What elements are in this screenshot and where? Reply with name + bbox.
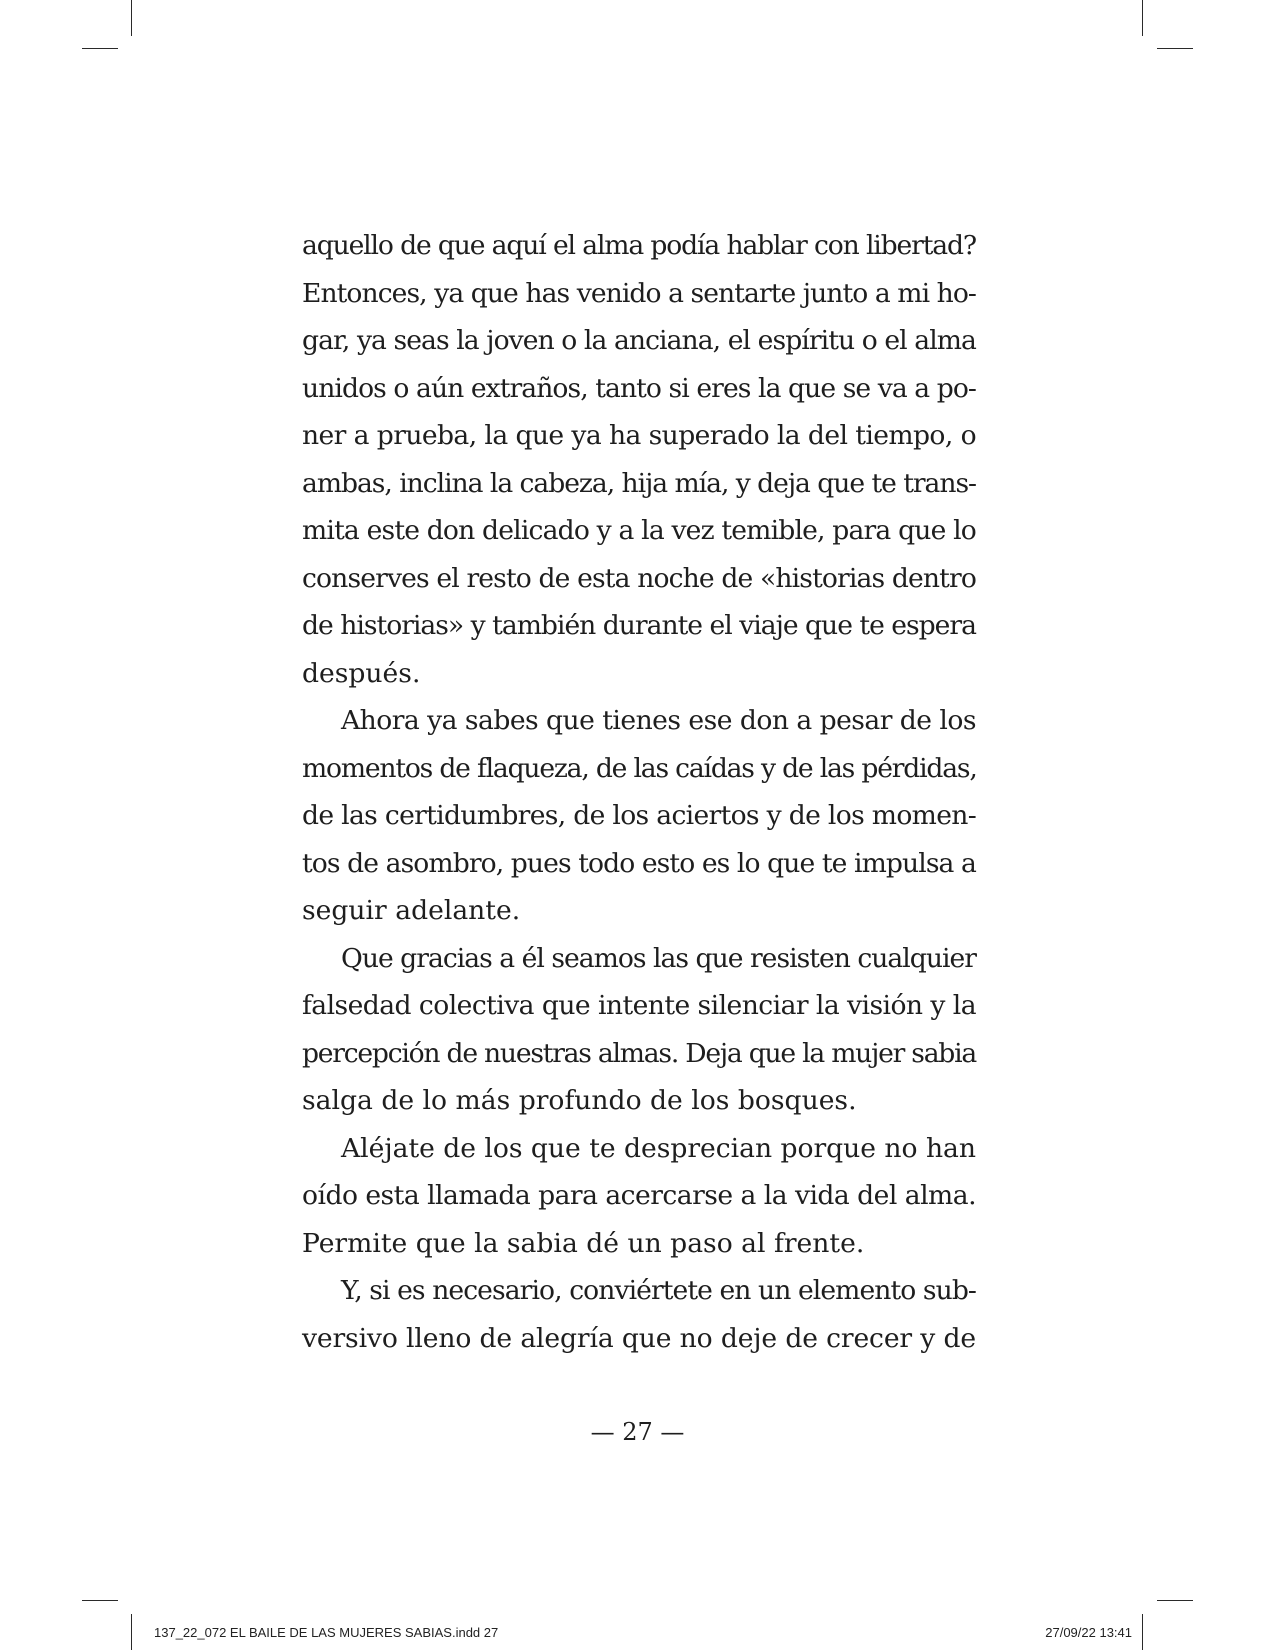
crop-mark-bottom-left-horizontal [82,1600,118,1601]
slug-timestamp: 27/09/22 13:41 [1045,1625,1132,1640]
text-line: mita este don delicado y a la vez temible, para que lo [302,515,976,546]
text-line: Aléjate de los que te desprecian porque no han [341,1132,976,1164]
text-line: Permite que la sabia dé un paso al frente. [302,1227,865,1259]
text-line: salga de lo más profundo de los bosques. [302,1085,857,1116]
body-text [302,222,976,1362]
crop-mark-top-right-horizontal [1157,48,1193,49]
text-line: Y, si es necesario, conviértete en un elemento sub- [341,1275,976,1306]
text-line: de las certidumbres, de los aciertos y de los momen- [302,800,976,831]
text-line: unidos o aún extraños, tanto si eres la que se va a po- [302,372,976,404]
text-line: Entonces, ya que has venido a sentarte junto a mi ho- [302,277,976,309]
page-number: — 27 — [590,1418,685,1446]
crop-mark-top-left-vertical [131,0,132,36]
text-line: aquello de que aquí el alma podía hablar con libertad? [302,230,976,261]
text-line: gar, ya seas la joven o la anciana, el espíritu o el alma [302,325,976,356]
text-line: oído esta llamada para acercarse a la vida del alma. [302,1180,976,1211]
text-line: Ahora ya sabes que tienes ese don a pesar de los [341,705,976,736]
text-line: seguir adelante. [302,895,521,926]
crop-mark-bottom-right-horizontal [1157,1600,1193,1601]
text-line: de historias» y también durante el viaje que te espera [302,610,976,641]
crop-mark-top-right-vertical [1142,0,1143,36]
text-line: percepción de nuestras almas. Deja que la mujer sabia [302,1037,976,1069]
crop-mark-bottom-left-vertical [131,1614,132,1650]
text-line: falsedad colectiva que intente silenciar la visión y la [302,990,976,1021]
text-line: ambas, inclina la cabeza, hija mía, y deja que te trans- [302,467,976,499]
text-line: conserves el resto de esta noche de «historias dentro [302,562,976,594]
text-line: después. [302,657,421,689]
crop-mark-bottom-right-vertical [1142,1614,1143,1650]
text-line: versivo lleno de alegría que no deje de crecer y de [302,1322,976,1354]
crop-mark-top-left-horizontal [82,48,118,49]
text-line: momentos de flaqueza, de las caídas y de las pérdidas, [302,752,977,784]
text-line: Que gracias a él seamos las que resisten cualquier [341,942,976,974]
slug-filename: 137_22_072 EL BAILE DE LAS MUJERES SABIAS.indd 27 [154,1625,499,1640]
text-line: tos de asombro, pues todo esto es lo que te impulsa a [302,847,976,879]
text-line: ner a prueba, la que ya ha superado la del tiempo, o [302,420,976,451]
